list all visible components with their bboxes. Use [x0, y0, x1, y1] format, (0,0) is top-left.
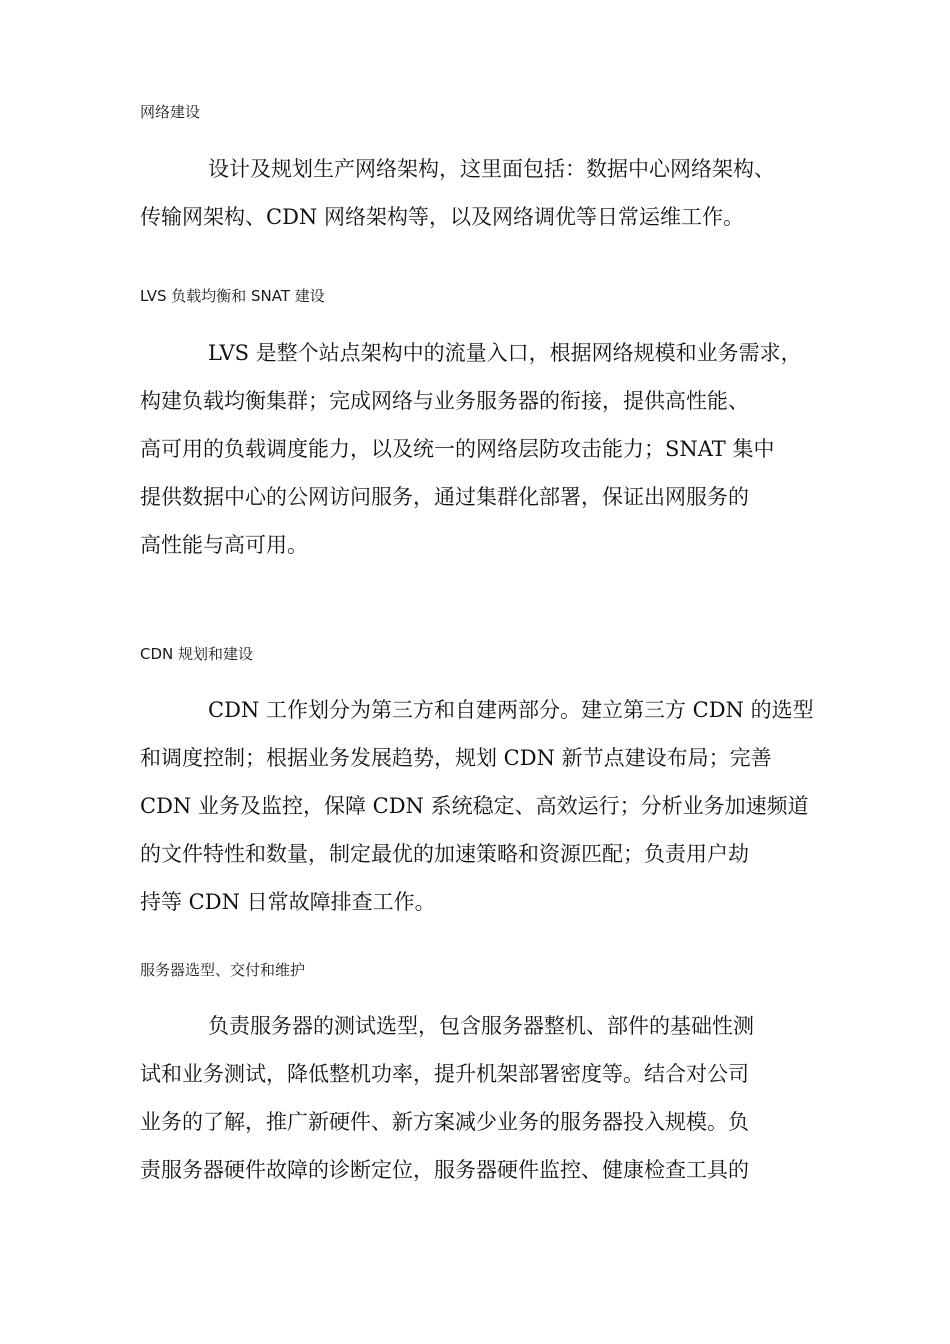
paragraph-line: 业务的了解，推广新硬件、新方案减少业务的服务器投入规模。负 — [140, 1110, 749, 1134]
paragraph-line: 高性能与高可用。 — [140, 533, 308, 557]
paragraph-line: 提供数据中心的公网访问服务，通过集群化部署，保证出网服务的 — [140, 485, 749, 509]
paragraph-line: 传输网架构、CDN 网络架构等，以及网络调优等日常运维工作。 — [140, 205, 744, 229]
section-heading-lvs-snat: LVS 负载均衡和 SNAT 建设 — [140, 287, 325, 305]
section-heading-server: 服务器选型、交付和维护 — [140, 961, 306, 979]
paragraph-line: 设计及规划生产网络架构，这里面包括：数据中心网络架构、 — [208, 157, 775, 181]
section-body-server — [140, 1002, 830, 1194]
paragraph-line: 试和业务测试，降低整机功率，提升机架部署密度等。结合对公司 — [140, 1062, 749, 1086]
paragraph-line: 和调度控制；根据业务发展趋势，规划 CDN 新节点建设布局；完善 — [140, 746, 772, 770]
paragraph-line: 构建负载均衡集群；完成网络与业务服务器的衔接，提供高性能、 — [140, 389, 749, 413]
section-body-network — [140, 145, 830, 241]
paragraph-line: CDN 工作划分为第三方和自建两部分。建立第三方 CDN 的选型 — [208, 698, 814, 722]
section-body-lvs-snat — [140, 329, 830, 569]
paragraph-line: CDN 业务及监控，保障 CDN 系统稳定、高效运行；分析业务加速频道 — [140, 794, 809, 818]
section-body-cdn — [140, 686, 830, 926]
paragraph-line: 责服务器硬件故障的诊断定位，服务器硬件监控、健康检查工具的 — [140, 1158, 749, 1182]
section-heading-network: 网络建设 — [140, 103, 201, 121]
paragraph-line: 负责服务器的测试选型，包含服务器整机、部件的基础性测 — [208, 1014, 754, 1038]
paragraph-line: 高可用的负载调度能力，以及统一的网络层防攻击能力；SNAT 集中 — [140, 437, 775, 461]
paragraph-line: 持等 CDN 日常故障排查工作。 — [140, 890, 436, 914]
section-heading-cdn: CDN 规划和建设 — [140, 645, 254, 663]
paragraph-line: 的文件特性和数量，制定最优的加速策略和资源匹配；负责用户劫 — [140, 842, 749, 866]
paragraph-line: LVS 是整个站点架构中的流量入口，根据网络规模和业务需求， — [208, 341, 802, 365]
